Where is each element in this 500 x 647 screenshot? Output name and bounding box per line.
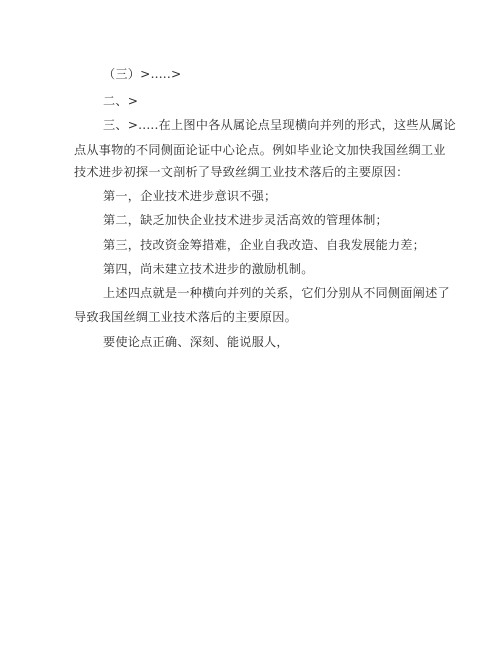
list-item-1: 第一，企业技术进步意识不强； xyxy=(103,189,277,203)
paragraph-line: 要使论点正确、深刻、能说服人， xyxy=(103,335,289,349)
section-heading-3: （三）>.....> xyxy=(103,67,182,81)
paragraph-line: 导致我国丝绸工业技术落后的主要原因。 xyxy=(74,310,297,324)
paragraph-line: 三、>.....在上图中各从属论点呈现横向并列的形式，这些从属论 xyxy=(103,118,456,132)
paragraph-line: 上述四点就是一种横向并列的关系，它们分别从不同侧面阐述了 xyxy=(103,286,450,300)
list-item-2: 第二，缺乏加快企业技术进步灵活高效的管理体制； xyxy=(103,213,388,227)
list-item-4: 第四，尚未建立技术进步的激励机制。 xyxy=(103,262,314,276)
list-item-3: 第三，技改资金筹措难，企业自我改造、自我发展能力差； xyxy=(103,238,426,252)
paragraph-line: 技术进步初探一文剖析了导致丝绸工业技术落后的主要原因： xyxy=(74,165,409,179)
section-heading-2: 二、> xyxy=(103,94,139,108)
paragraph-line: 点从事物的不同侧面论证中心论点。例如毕业论文加快我国丝绸工业 xyxy=(74,143,446,157)
